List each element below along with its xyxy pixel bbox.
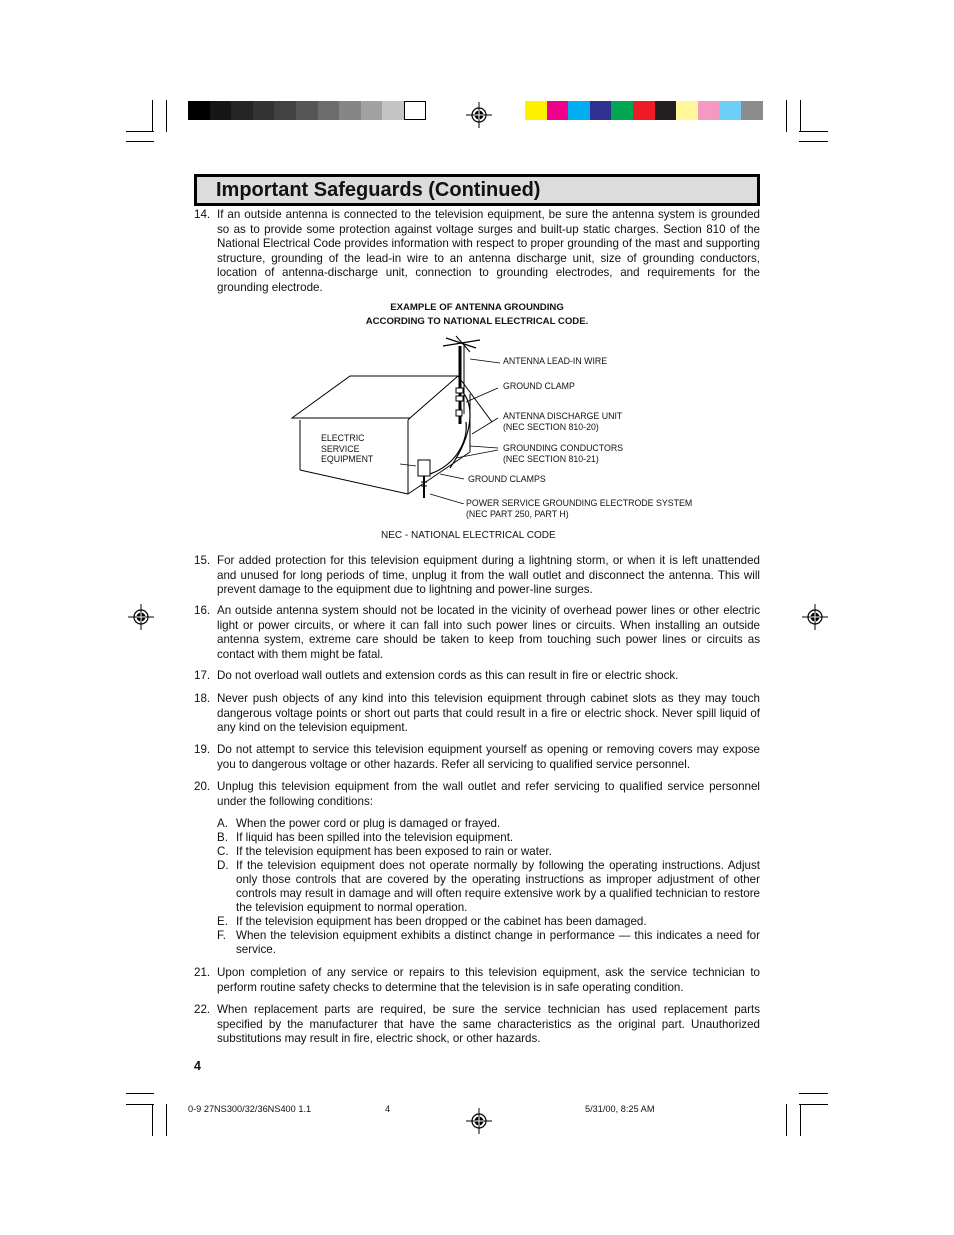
calibration-swatch: [633, 101, 655, 120]
condition-item-f: F. When the television equipment exhibits a distinct change in performance — this indicates a need for service.: [217, 929, 760, 956]
registration-mark-icon: [466, 1108, 492, 1134]
item-text: If an outside antenna is connected to the television equipment, be sure the antenna system is grounded so as to provide some protection against voltage surges and built-up static charges. Section 810 of the National Electrical Code provides information with respect to proper grounding of the mast and supporting structure, grounding of the lead-in wire to an antenna discharge unit, size of grounding conductors, location of antenna-discharge unit, connection to grounding electrodes, and requirements for the grounding electrode.: [217, 208, 760, 294]
safeguard-item-21: 21. Upon completion of any service or repairs to this television equipment, ask the service technician to perform routine safety checks to determine that the television is in safe operating condition.: [194, 966, 760, 994]
safeguard-item-17: 17. Do not overload wall outlets and extension cords as this can result in fire or electric shock.: [194, 669, 679, 682]
registration-mark-icon: [802, 604, 828, 630]
condition-item-b: B. If liquid has been spilled into the television equipment.: [217, 831, 514, 844]
calibration-swatch: [590, 101, 612, 120]
calibration-swatch: [382, 101, 404, 120]
diagram-label-lead-in: ANTENNA LEAD-IN WIRE: [503, 356, 608, 366]
calibration-swatch: [274, 101, 296, 120]
footer-page: 4: [385, 1104, 391, 1114]
safeguard-item-16: 16. An outside antenna system should not be located in the vicinity of overhead power lines or other electric light or power circuits, or where it can fall into such power lines or circuits. When installing an outside antenna system, extreme care should be taken to keep from touching such power lines or circuits as contact with them might be fatal.: [194, 604, 760, 661]
registration-mark-icon: [128, 604, 154, 630]
safeguard-item-19: 19. Do not attempt to service this television equipment yourself as opening or removing covers may expose you to dangerous voltage or other hazards. Refer all servicing to qualified service personnel.: [194, 743, 760, 771]
registration-mark-icon: [466, 102, 492, 128]
safeguard-item-15: 15. For added protection for this television equipment during a lightning storm, or when it is left unattended and unused for long periods of time, unplug it from the wall outlet and disconnect the antenna. This will prevent damage to the equipment due to lightning and power-line surges.: [194, 554, 760, 597]
calibration-swatch: [253, 101, 275, 120]
condition-item-d: D. If the television equipment does not operate normally by following the operating instructions. Adjust only those controls that are covered by the operating instructions as improper adjustment of other controls may result in damage and will often require extensive work by a qualified technician to restore the television equipment to normal operation.: [217, 859, 760, 914]
calibration-swatch: [568, 101, 590, 120]
condition-item-e: E. If the television equipment has been dropped or the cabinet has been damaged.: [217, 915, 647, 928]
calibration-swatch: [339, 101, 361, 120]
page-number: 4: [194, 1059, 201, 1073]
diagram-label-ground-clamp: GROUND CLAMP: [503, 381, 575, 391]
footer-file: 0-9 27NS300/32/36NS400 1.1: [188, 1104, 312, 1114]
safeguard-item-14: [194, 208, 760, 296]
calibration-swatch: [231, 101, 253, 120]
safeguard-item-22: 22. When replacement parts are required, be sure the service technician has used replacement parts specified by the manufacturer that have the same characteristics as the original part. Unauthorized substitutions may result in fire, electric shock, or other hazards.: [194, 1003, 760, 1046]
diagram-label-electrode-system: POWER SERVICE GROUNDING ELECTRODE SYSTEM (NEC PART 250, PART H): [466, 498, 693, 519]
calibration-swatch: [741, 101, 763, 120]
calibration-swatch: [361, 101, 383, 120]
footer-date: 5/31/00, 8:25 AM: [585, 1104, 655, 1114]
safeguard-item-20: 20. Unplug this television equipment from the wall outlet and refer servicing to qualified service personnel under the following conditions:: [194, 780, 760, 808]
calibration-swatch: [296, 101, 318, 120]
calibration-swatch: [676, 101, 698, 120]
calibration-swatch: [655, 101, 677, 120]
item-number: 14.: [194, 208, 211, 221]
safeguard-item-18: 18. Never push objects of any kind into this television equipment through cabinet slots as they may touch dangerous voltage points or short out parts that could result in a fire or electric shock. Never spill liquid of any kind on the television equipment.: [194, 692, 760, 735]
page-title: Important Safeguards (Continued): [216, 179, 541, 201]
grayscale-calibration-bar: [188, 101, 426, 120]
color-calibration-bar: [525, 101, 763, 120]
calibration-swatch: [698, 101, 720, 120]
diagram-label-grounding-conductors: GROUNDING CONDUCTORS (NEC SECTION 810-21): [503, 443, 624, 464]
calibration-swatch: [525, 101, 547, 120]
calibration-swatch: [318, 101, 340, 120]
section-header: [194, 174, 760, 206]
calibration-swatch: [404, 101, 426, 120]
condition-item-a: A. When the power cord or plug is damaged or frayed.: [217, 817, 501, 830]
calibration-swatch: [611, 101, 633, 120]
diagram-label-electric-service: ELECTRIC SERVICE EQUIPMENT: [321, 433, 374, 464]
calibration-swatch: [719, 101, 741, 120]
diagram-label-ground-clamps: GROUND CLAMPS: [468, 474, 546, 484]
diagram-caption: EXAMPLE OF ANTENNA GROUNDING ACCORDING TO NATIONAL ELECTRICAL CODE.: [365, 302, 589, 327]
diagram-label-discharge-unit: ANTENNA DISCHARGE UNIT (NEC SECTION 810-20): [503, 411, 623, 432]
nec-note: NEC - NATIONAL ELECTRICAL CODE: [381, 530, 556, 541]
calibration-swatch: [210, 101, 232, 120]
condition-item-c: C. If the television equipment has been exposed to rain or water.: [217, 845, 552, 858]
calibration-swatch: [547, 101, 569, 120]
calibration-swatch: [188, 101, 210, 120]
